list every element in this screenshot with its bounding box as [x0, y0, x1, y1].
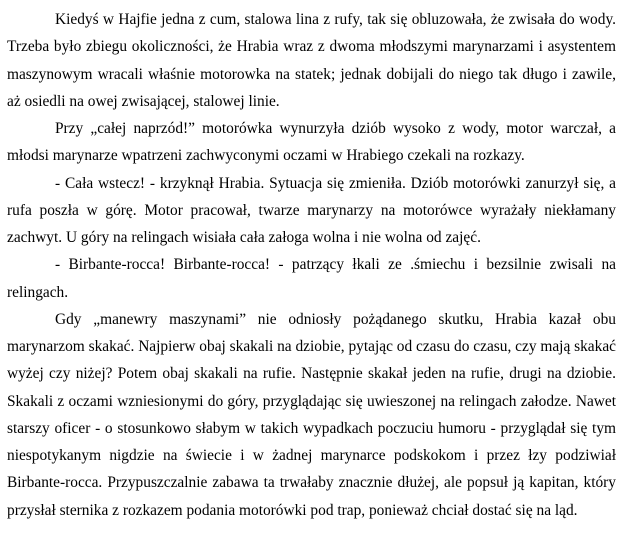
paragraph-3: - Cała wstecz! - krzyknął Hrabia. Sytuacja się zmieniła. Dziób motorówki zanurzył się, a rufa poszła w górę. Motor pracował, twarze marynarzy na motorówce wyrażały niekłamany zachwyt. U góry na relingach wisiała cała załoga wolna i nie wolna od zajęć. — [7, 174, 616, 246]
paragraph-5: Gdy „manewry maszynami” nie odniosły pożądanego skutku, Hrabia kazał obu marynarzom skakać. Najpierw obaj skakali na dziobie, pytając od czasu do czasu, czy mają skakać wyżej czy niżej? Potem obaj skakali na rufie. Następnie skakał jeden na rufie, drugi na dziobie. Skakali z oczami wzniesionymi do góry, przyglądając się uwieszonej na relingach załodze. Nawet starszy oficer - o stosunkowo słabym w takich wypadkach poczuciu humoru - przyglądał się tym niespotykanym nigdzie na świecie i w żadnej marynarce podskokom i przez łzy podziwiał Birbante-rocca. Przypuszczalnie zabawa ta trwałaby znacznie dłużej, ale popsuł ją kapitan, który przysłał sternika z rozkazem podania motorówki pod trap, ponieważ chciał dostać się na ląd. — [7, 310, 616, 519]
paragraph-4: - Birbante-rocca! Birbante-rocca! - patrzący łkali ze .śmiechu i bezsilnie zwisali na relingach. — [7, 256, 616, 301]
paragraph-2: Przy „całej naprzód!” motorówka wynurzyła dziób wysoko z wody, motor warczał, a młodsi marynarze wpatrzeni zachwyconymi oczami w Hrabiego czekali na rozkazy. — [7, 120, 616, 165]
paragraph-1: Kiedyś w Hajfie jedna z cum, stalowa lina z rufy, tak się obluzowała, że zwisała do wody. Trzeba było zbiegu okoliczności, że Hrabia wraz z dwoma młodszymi marynarzami i asystentem maszynowym wracali właśnie motorowka na statek; jednak dobijali do niego tak długo i zawile, aż osiedli na owej zwisającej, stalowej linie. — [7, 11, 616, 110]
